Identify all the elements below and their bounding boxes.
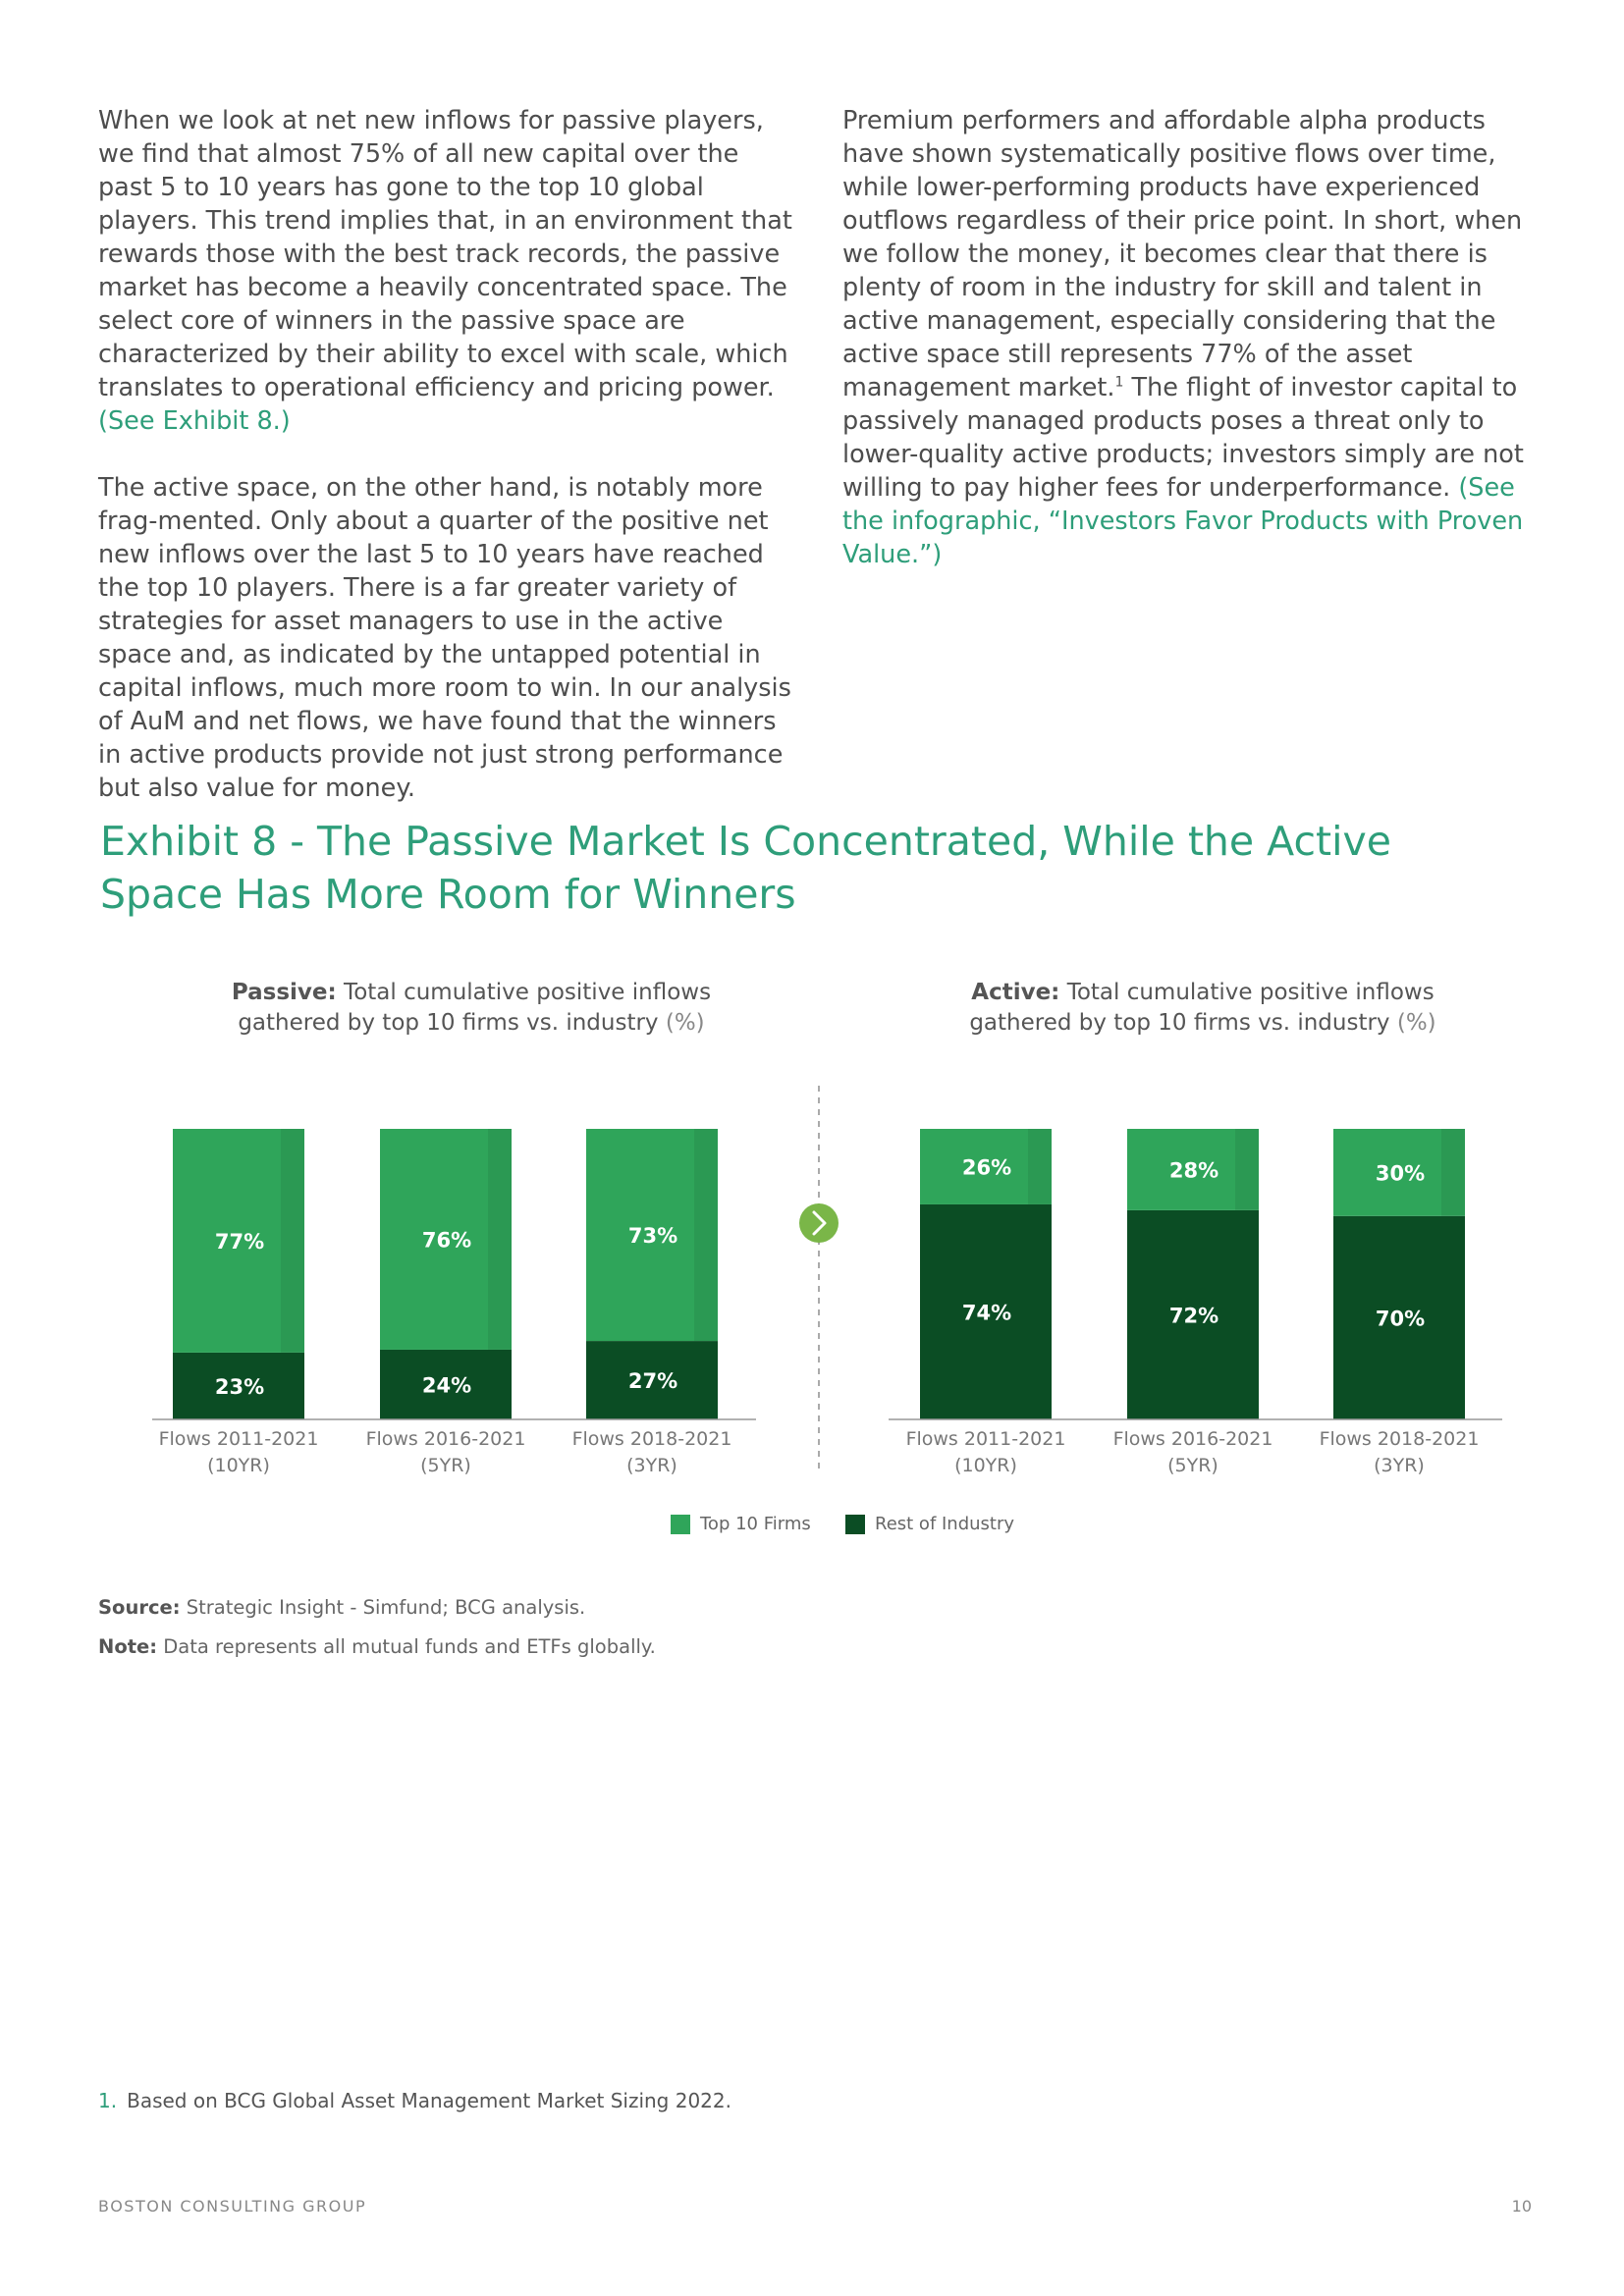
active-chart-title-text: Total cumulative positive inflows gathered by top 10 firms vs. industry [969,980,1435,1036]
passive-label-top10-0: 77% [214,1229,265,1254]
passive-chart-title-text: Total cumulative positive inflows gathered by top 10 firms vs. industry [238,980,712,1036]
legend-label-top10: Top 10 Firms [700,1514,811,1534]
active-category-label-1: Flows 2016-2021 [1112,1428,1273,1450]
legend-top10 [671,1514,811,1534]
active-category-label-2: Flows 2018-2021 [1319,1428,1480,1450]
passive-category-label-1: Flows 2016-2021 [365,1428,526,1450]
legend-swatch-rest [845,1515,865,1534]
left-text-column [98,104,800,838]
passive-chart [152,1129,756,1476]
legend-label-rest: Rest of Industry [875,1514,1015,1534]
active-label-top10-0: 26% [961,1155,1012,1180]
passive-label-rest-0: 23% [214,1374,265,1399]
passive-category-label-0: Flows 2011-2021 [158,1428,319,1450]
active-category-label-0: Flows 2011-2021 [905,1428,1066,1450]
active-label-rest-2: 70% [1375,1307,1426,1331]
footer-company: BOSTON CONSULTING GROUP [98,2197,367,2216]
passive-category-sublabel-0: (10YR) [207,1455,270,1476]
passive-label-rest-2: 27% [627,1369,678,1394]
passive-bar-shade-1 [488,1129,512,1350]
chevron-right-icon [799,1203,839,1243]
active-label-top10-2: 30% [1375,1161,1426,1186]
note-line: Note: Data represents all mutual funds and ETFs globally. [98,1635,656,1658]
infographic-link[interactable]: (See the infographic, “Investors Favor Products with Proven Value.”) [842,473,1524,569]
legend-swatch-top10 [671,1515,690,1534]
passive-label-top10-2: 73% [627,1224,678,1249]
right-text-column [842,104,1536,605]
see-exhibit-8-link[interactable]: (See Exhibit 8.) [98,406,291,436]
legend-rest [845,1514,1014,1534]
passive-label-top10-1: 76% [421,1228,472,1253]
passive-chart-title [196,978,746,1039]
passive-bar-shade-0 [281,1129,304,1353]
active-label-rest-0: 74% [961,1301,1012,1325]
passive-chart-title-bold: Passive: [231,980,337,1005]
footnote-number: 1. [98,2089,118,2112]
exhibit-8-charts [0,1080,1624,1492]
passive-bar-shade-2 [694,1129,718,1341]
active-category-sublabel-0: (10YR) [954,1455,1017,1476]
footnote [98,2089,731,2112]
footnote-text: Based on BCG Global Asset Management Market Sizing 2022. [127,2089,731,2112]
paragraph-premium-performers: Premium performers and affordable alpha products have shown systematically positive flows over time, while lower-performing products have experienced outflows regardless of their price point. In short, when we follow the money, it becomes clear that there is plenty of room in the industry for skill and talent in active management, especially considering that the active space still represents 77% of the asset management market.$^1$ The flight of investor capital to passively managed products poses a threat only to lower-quality active products; investors simply are not willing to pay higher fees for underperformance. (See the infographic, “Investors Favor Products with Proven Value.”) [842,106,1524,569]
passive-category-sublabel-1: (5YR) [420,1455,471,1476]
active-label-top10-1: 28% [1168,1158,1219,1183]
active-chart [889,1129,1502,1476]
paragraph-passive-players: When we look at net new inflows for passive players, we find that almost 75% of all new capital over the past 5 to 10 years has gone to the top 10 global players. This trend implies that, in an environment that rewards those with the best track records, the passive market has become a heavily concentrated space. The select core of winners in the passive space are characterized by their ability to excel with scale, which translates to operational efficiency and pricing power. (See Exhibit 8.) [98,106,792,436]
active-category-sublabel-1: (5YR) [1167,1455,1218,1476]
passive-category-sublabel-2: (3YR) [626,1455,677,1476]
paragraph-active-space: The active space, on the other hand, is notably more frag-mented. Only about a quarter of the positive net new inflows over the last 5 to 10 years have reached the top 10 players. There is a far greater variety of strategies for asset managers to use in the active space and, as indicated by the untapped potential in capital inflows, much more room to win. In our analysis of AuM and net flows, we have found that the winners in active products provide not just strong performance but also value for money. [98,473,791,803]
active-bar-shade-0 [1028,1129,1052,1204]
source-line: Source: Strategic Insight - Simfund; BCG analysis. [98,1596,586,1619]
active-bar-shade-1 [1235,1129,1259,1210]
footnote-reference[interactable]: 1 [1114,374,1124,391]
active-category-sublabel-2: (3YR) [1374,1455,1425,1476]
passive-label-rest-1: 24% [421,1373,472,1398]
passive-chart-title-unit: (%) [665,1010,705,1036]
active-chart-title-bold: Active: [971,980,1060,1005]
exhibit-title: Exhibit 8 - The Passive Market Is Concentrated, While the Active Space Has More Room for Winners [100,818,1392,918]
page-number: 10 [1511,2197,1532,2216]
active-chart-title [928,978,1478,1039]
active-label-rest-1: 72% [1168,1304,1219,1328]
active-chart-title-unit: (%) [1396,1010,1436,1036]
active-bar-shade-2 [1441,1129,1465,1216]
source-note-block [98,1588,656,1667]
passive-category-label-2: Flows 2018-2021 [571,1428,732,1450]
